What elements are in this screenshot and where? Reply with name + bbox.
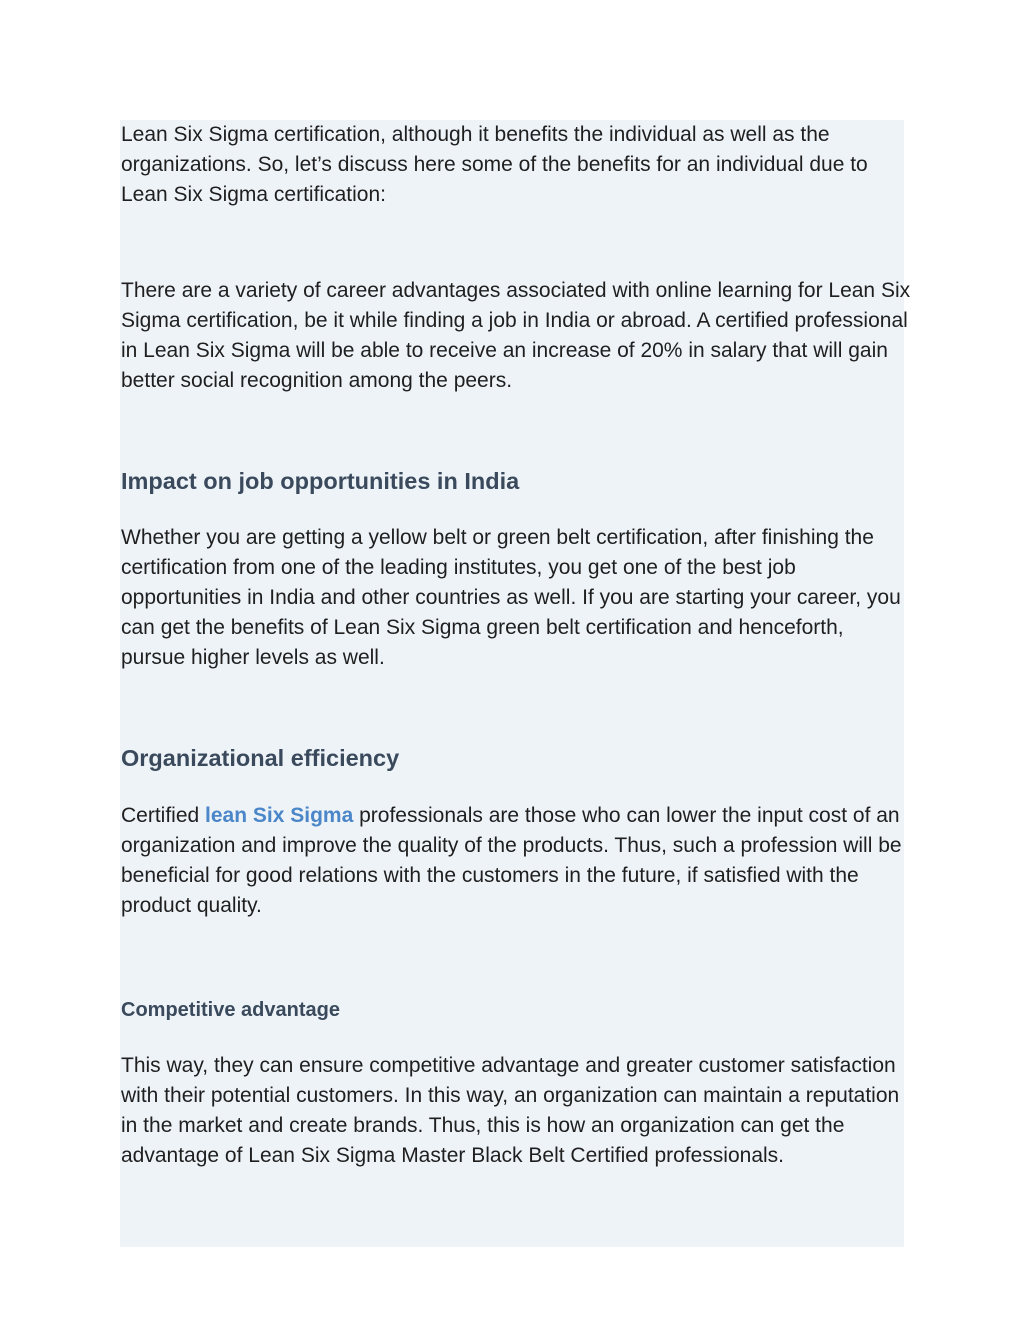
career-advantages-paragraph: There are a variety of career advantages associated with online learning for Lean Six Sigma certification, be it while finding a job in India or abroad. A certified professional in Lean Six Sigma will be able to receive an increase of 20% in salary that will gain better social recognition among the peers. [121,279,911,392]
heading-organizational-efficiency: Organizational efficiency [121,745,400,771]
article-content [121,120,911,1171]
heading-job-opportunities: Impact on job opportunities in India [121,468,520,494]
heading-competitive-advantage: Competitive advantage [121,999,340,1021]
paragraph-suffix: professionals are those who can lower the input cost of an organization and improve the quality of the products. Thus, such a profession will be beneficial for good relations with the customers in the future, if satisfied with the product quality. [121,804,902,917]
paragraph-prefix: Certified [121,804,200,827]
intro-paragraph: Lean Six Sigma certification, although it benefits the individual as well as the organizations. So, let’s discuss here some of the benefits for an individual due to Lean Six Sigma certification: [121,123,868,206]
job-opportunities-paragraph: Whether you are getting a yellow belt or green belt certification, after finishing the certification from one of the leading institutes, you get one of the best job opportunities in India and other countries as well. If you are starting your career, you can get the benefits of Lean Six Sigma green belt certification and henceforth, pursue higher levels as well. [121,526,901,669]
competitive-advantage-paragraph: This way, they can ensure competitive advantage and greater customer satisfaction with their potential customers. In this way, an organization can maintain a reputation in the market and create brands. Thus, this is how an organization can get the advantage of Lean Six Sigma Master Black Belt Certified professionals. [121,1054,900,1167]
lean-six-sigma-link[interactable]: lean Six Sigma [205,804,354,827]
organizational-efficiency-paragraph [121,801,911,921]
